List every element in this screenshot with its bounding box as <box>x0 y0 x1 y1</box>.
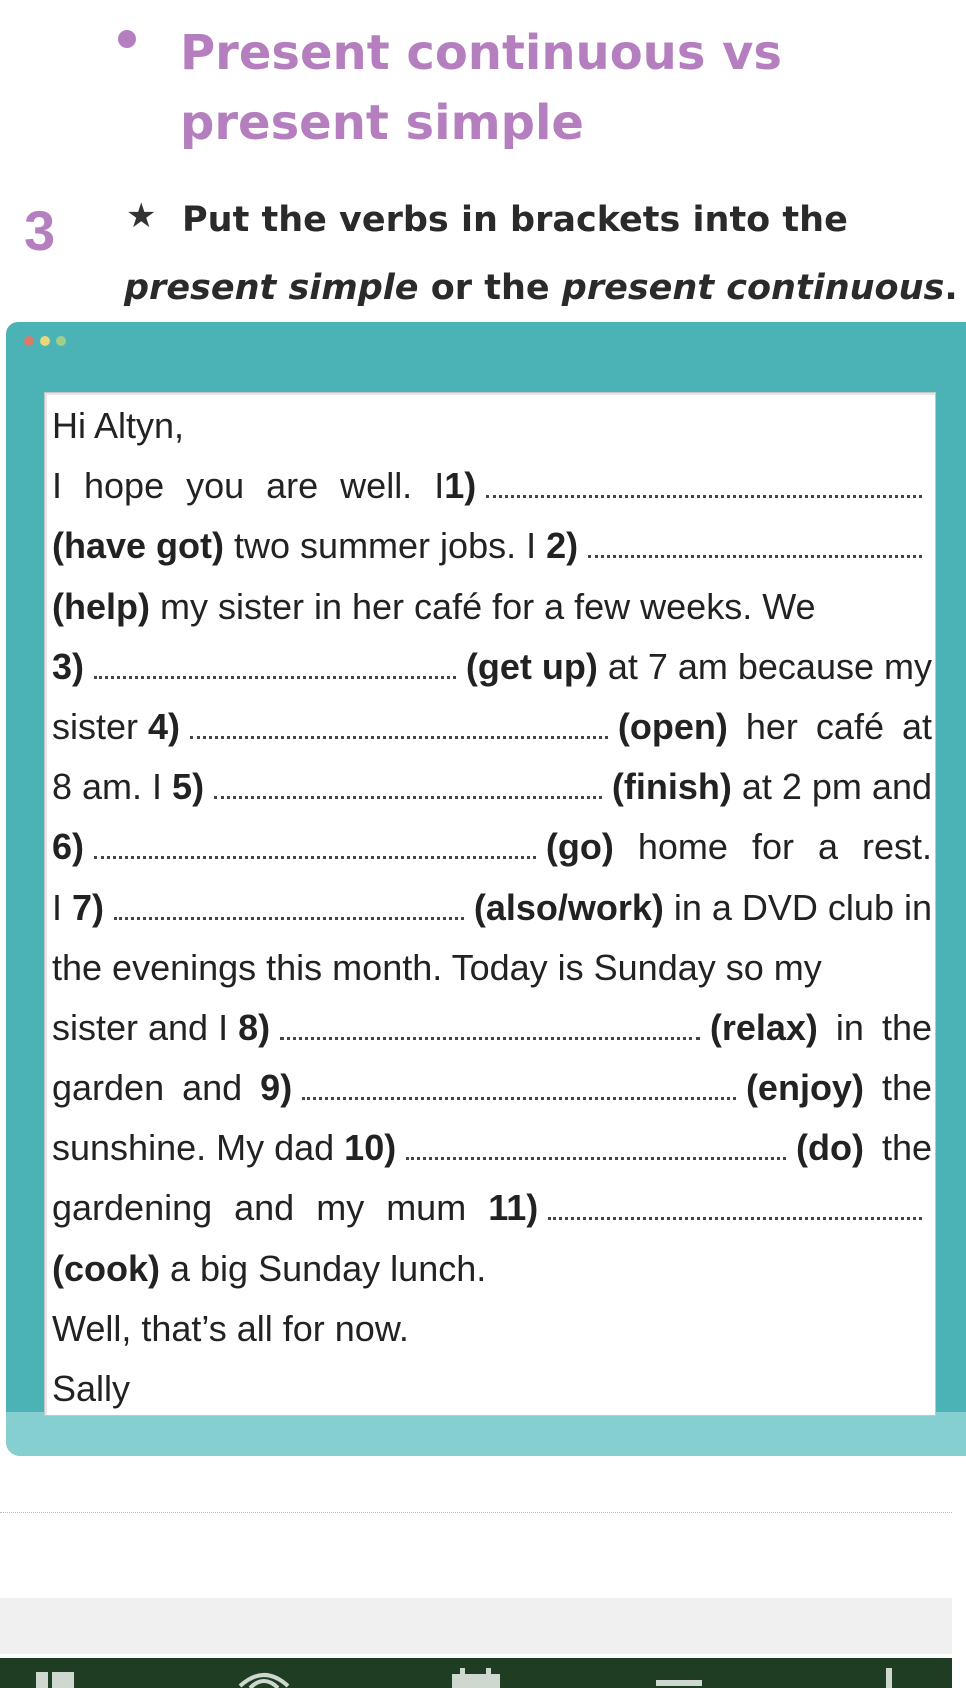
verb-prompt-9: (enjoy) <box>745 1067 864 1109</box>
heading-line-2: present simple <box>180 95 584 151</box>
footer-band <box>0 1598 952 1654</box>
instruction-line-1: Put the verbs in brackets into the <box>182 200 848 240</box>
instruction-line-2 <box>124 264 958 312</box>
wifi-icon[interactable] <box>236 1668 292 1688</box>
letter-text: I <box>52 886 73 928</box>
gap-number-3: 3) <box>52 645 85 687</box>
answer-blank-5[interactable] <box>214 796 602 799</box>
gap-number-7: 7) <box>72 886 105 928</box>
answer-blank-8[interactable] <box>280 1037 700 1040</box>
letter-line <box>52 998 932 1058</box>
letter-line <box>52 1359 932 1419</box>
letter-text: at 2 pm and <box>731 766 932 808</box>
gap-number-1: 1) <box>444 465 477 507</box>
letter-text: a big Sunday lunch. <box>160 1247 487 1289</box>
verb-prompt-3: (get up) <box>465 645 598 687</box>
letter-line <box>52 878 932 938</box>
letter-text: gardening and my mum <box>52 1187 489 1229</box>
signature: Sally <box>52 1368 131 1409</box>
window-dot-red-icon <box>24 336 34 346</box>
letter-line <box>52 697 932 757</box>
letter-text: sister and I <box>52 1006 239 1048</box>
window-controls <box>24 336 66 346</box>
letter-line <box>52 577 932 637</box>
letter-line <box>52 1299 932 1359</box>
letter-text: in the <box>817 1006 932 1048</box>
gap-number-9: 9) <box>260 1067 293 1109</box>
letter-line <box>52 396 932 456</box>
letter-line <box>52 637 932 697</box>
letter-text: her café at <box>727 705 932 747</box>
instruction-period: . <box>944 268 958 308</box>
answer-blank-11[interactable] <box>548 1217 922 1220</box>
letter-line <box>52 1239 932 1299</box>
letter-text: sister <box>52 705 149 747</box>
answer-blank-2[interactable] <box>588 555 922 558</box>
letter-line <box>52 1178 932 1238</box>
answer-blank-7[interactable] <box>114 917 464 920</box>
verb-prompt-1: (have got) <box>52 525 225 567</box>
instruction-or: or the <box>418 268 562 308</box>
closing: Well, that’s all for now. <box>52 1307 409 1349</box>
letter-text: the evenings this month. Today is Sunday so my <box>52 946 822 988</box>
letter-text: garden and <box>52 1067 261 1109</box>
verb-prompt-8: (relax) <box>709 1006 818 1048</box>
answer-blank-4[interactable] <box>190 736 608 739</box>
gap-number-4: 4) <box>148 705 181 747</box>
letter-text: the <box>863 1067 932 1109</box>
letter-text: two summer jobs. I <box>224 525 547 567</box>
instruction-term-continuous: present continuous <box>561 268 945 308</box>
letter-text: at 7 am because my <box>597 645 932 687</box>
letter-text: in a DVD club in <box>663 886 932 928</box>
letter-text: I hope you are well. I <box>52 465 445 507</box>
menu-icon[interactable] <box>36 1668 76 1688</box>
verb-prompt-4: (open) <box>617 705 728 747</box>
verb-prompt-5: (finish) <box>611 766 732 808</box>
list-icon[interactable] <box>656 1668 702 1688</box>
verb-prompt-6: (go) <box>545 826 614 868</box>
exercise-number: 3 <box>24 199 56 262</box>
verb-prompt-7: (also/work) <box>473 886 664 928</box>
star-icon: ★ <box>126 196 157 236</box>
gap-number-10: 10) <box>344 1127 397 1169</box>
answer-blank-10[interactable] <box>406 1157 786 1160</box>
gap-number-8: 8) <box>238 1006 271 1048</box>
letter-line <box>52 1058 932 1118</box>
letter-line <box>52 817 932 877</box>
window-dot-yellow-icon <box>40 336 50 346</box>
calendar-icon[interactable] <box>450 1668 502 1688</box>
letter-line <box>52 938 932 998</box>
letter-line <box>52 1118 932 1178</box>
letter-line <box>52 757 932 817</box>
answer-blank-9[interactable] <box>302 1097 736 1100</box>
answer-blank-3[interactable] <box>94 676 456 679</box>
letter-line <box>52 456 932 516</box>
gap-number-6: 6) <box>52 826 85 868</box>
heading-line-1: Present continuous vs <box>180 25 782 81</box>
page-divider <box>0 1512 952 1513</box>
gap-number-2: 2) <box>546 525 579 567</box>
letter-line <box>52 516 932 576</box>
answer-blank-6[interactable] <box>94 856 536 859</box>
verb-prompt-2: (help) <box>52 585 150 627</box>
verb-prompt-10: (do) <box>795 1127 864 1169</box>
letter-text: sunshine. My dad <box>52 1127 345 1169</box>
greeting: Hi Altyn, <box>52 405 185 446</box>
gap-number-5: 5) <box>172 766 205 808</box>
letter-body <box>52 396 932 1419</box>
window-dot-green-icon <box>56 336 66 346</box>
upload-icon[interactable] <box>878 1668 900 1688</box>
letter-text: 8 am. I <box>52 766 173 808</box>
section-heading <box>180 18 940 158</box>
bottom-navigation-bar <box>0 1658 952 1688</box>
letter-text: home for a rest. <box>613 826 932 868</box>
instruction-term-simple: present simple <box>124 268 419 308</box>
gap-number-11: 11) <box>488 1187 539 1229</box>
answer-blank-1[interactable] <box>486 495 922 498</box>
letter-text: the <box>863 1127 932 1169</box>
verb-prompt-11: (cook) <box>52 1247 160 1289</box>
heading-bullet <box>118 30 136 48</box>
letter-text: my sister in her café for a few weeks. We <box>149 585 816 627</box>
